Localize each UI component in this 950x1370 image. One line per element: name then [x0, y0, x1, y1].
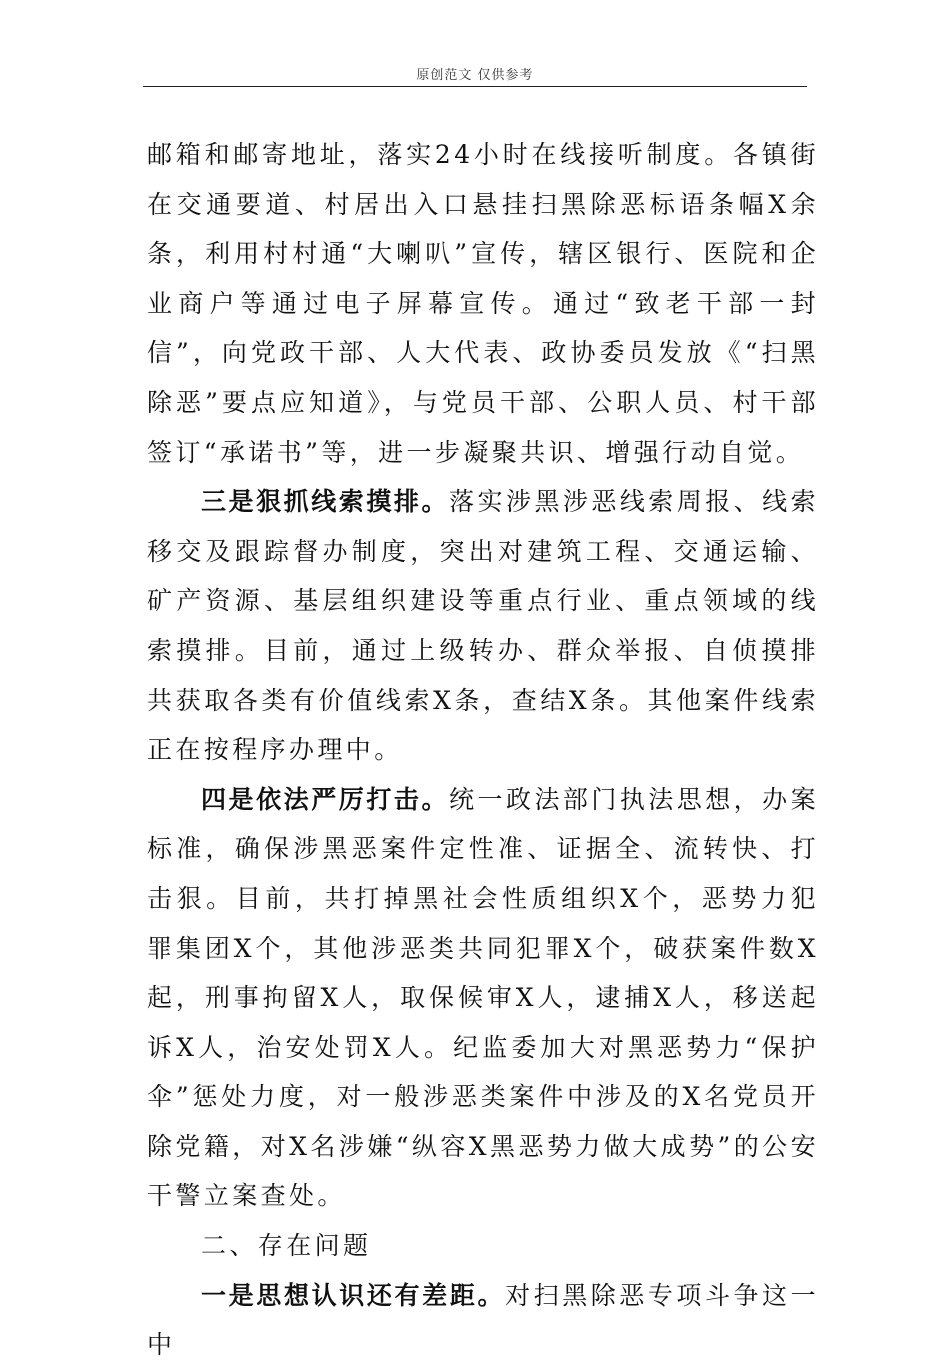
paragraph-text: 落实涉黑涉恶线索周报、线索移交及跟踪督办制度，突出对建筑工程、交通运输、矿产资源、基层组织建设等重点行业、重点领域的线索摸排。目前，通过上级转办、群众举报、自侦摸排共获取各类有价值线索X条，查结X条。其他案件线索正在按程序办理中。 [147, 487, 819, 765]
header-divider [143, 86, 807, 87]
page-header: 原创范文 仅供参考 [416, 68, 534, 83]
paragraph-lead: 一是思想认识还有差距。 [201, 1280, 506, 1310]
paragraph-text: 统一政法部门执法思想，办案标准，确保涉黑恶案件定性准、证据全、流转快、打击狠。目前，共打掉黑社会性质组织X个，恶势力犯罪集团X个，其他涉恶类共同犯罪X个，破获案件数X起，刑事拘留X人，取保候审X人，逮捕X人，移送起诉X人，治安处罚X人。纪监委加大对黑恶势力“保护伞”惩处力度，对一般涉恶类案件中涉及的X名党员开除党籍，对X名涉嫌“纵容X黑恶势力做大成势”的公安干警立案查处。 [147, 784, 819, 1211]
paragraph-awareness [147, 1271, 819, 1370]
paragraph-text: 对扫黑除恶专项斗争这一中 [147, 1280, 819, 1360]
paragraph-lead: 三是狠抓线索摸排。 [201, 487, 450, 517]
section-heading: 二、存在问题 [201, 1231, 372, 1261]
document-body [147, 130, 819, 1370]
paragraph-text: 邮箱和邮寄地址，落实24小时在线接听制度。各镇街在交通要道、村居出入口悬挂扫黑除恶标语条幅X余条，利用村村通“大喇叭”宣传，辖区银行、医院和企业商户等通过电子屏幕宣传。通过“致老干部一封信”，向党政干部、人大代表、政协委员发放《“扫黑除恶”要点应知道》，与党员干部、公职人员、村干部签订“承诺书”等，进一步凝聚共识、增强行动自觉。 [147, 140, 819, 467]
paragraph-clue-screening [147, 477, 819, 775]
paragraph-crackdown [147, 775, 819, 1221]
paragraph-lead: 四是依法严厉打击。 [201, 784, 450, 814]
paragraph-continued [147, 130, 819, 477]
